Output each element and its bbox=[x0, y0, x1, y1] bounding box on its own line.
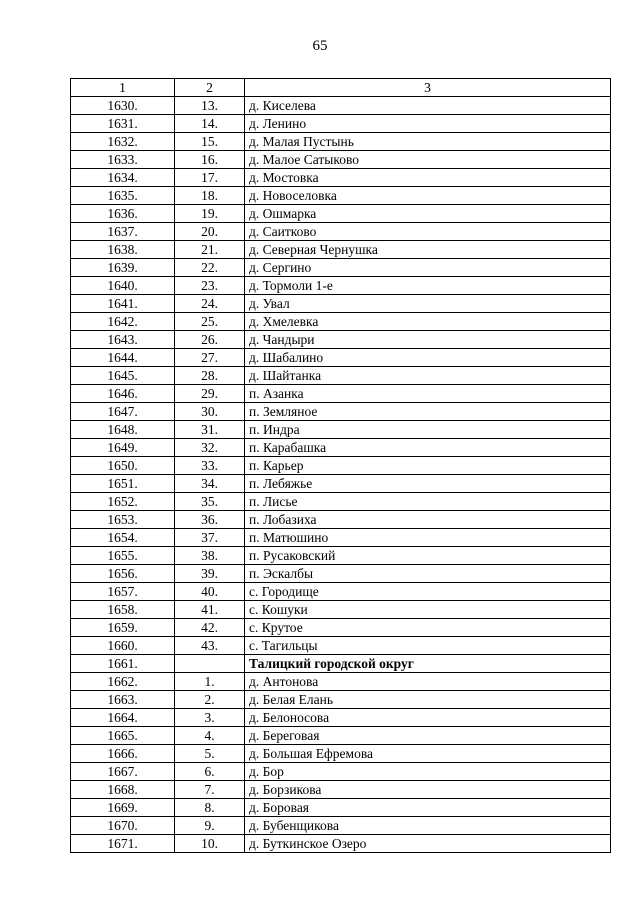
row-number: 1641. bbox=[71, 295, 175, 313]
table-row bbox=[71, 601, 611, 619]
row-number: 1654. bbox=[71, 529, 175, 547]
sub-number: 17. bbox=[175, 169, 245, 187]
table-row bbox=[71, 511, 611, 529]
table-row bbox=[71, 97, 611, 115]
settlement-name: с. Кошуки bbox=[245, 601, 611, 619]
settlement-name: п. Лисье bbox=[245, 493, 611, 511]
row-number: 1636. bbox=[71, 205, 175, 223]
table-row bbox=[71, 457, 611, 475]
row-number: 1655. bbox=[71, 547, 175, 565]
sub-number: 42. bbox=[175, 619, 245, 637]
row-number: 1669. bbox=[71, 799, 175, 817]
settlement-name: д. Ленино bbox=[245, 115, 611, 133]
sub-number: 38. bbox=[175, 547, 245, 565]
row-number: 1670. bbox=[71, 817, 175, 835]
row-number: 1644. bbox=[71, 349, 175, 367]
table-row bbox=[71, 151, 611, 169]
sub-number: 16. bbox=[175, 151, 245, 169]
row-number: 1648. bbox=[71, 421, 175, 439]
row-number: 1658. bbox=[71, 601, 175, 619]
table-row bbox=[71, 115, 611, 133]
table-row bbox=[71, 709, 611, 727]
sub-number: 2. bbox=[175, 691, 245, 709]
sub-number: 40. bbox=[175, 583, 245, 601]
table-row bbox=[71, 403, 611, 421]
sub-number: 27. bbox=[175, 349, 245, 367]
settlement-name: д. Малая Пустынь bbox=[245, 133, 611, 151]
header-row bbox=[71, 79, 611, 97]
sub-number: 15. bbox=[175, 133, 245, 151]
sub-number: 26. bbox=[175, 331, 245, 349]
settlement-name: д. Борзикова bbox=[245, 781, 611, 799]
row-number: 1662. bbox=[71, 673, 175, 691]
row-number: 1633. bbox=[71, 151, 175, 169]
row-number: 1630. bbox=[71, 97, 175, 115]
settlement-name: п. Индра bbox=[245, 421, 611, 439]
table-row bbox=[71, 781, 611, 799]
row-number: 1638. bbox=[71, 241, 175, 259]
row-number: 1671. bbox=[71, 835, 175, 853]
table-row bbox=[71, 259, 611, 277]
settlement-name: п. Карьер bbox=[245, 457, 611, 475]
page-number: 65 bbox=[312, 38, 328, 54]
settlement-name: с. Крутое bbox=[245, 619, 611, 637]
table-row bbox=[71, 475, 611, 493]
settlement-name: д. Чандыри bbox=[245, 331, 611, 349]
sub-number: 21. bbox=[175, 241, 245, 259]
settlement-name: д. Хмелевка bbox=[245, 313, 611, 331]
row-number: 1660. bbox=[71, 637, 175, 655]
settlement-name: д. Буткинское Озеро bbox=[245, 835, 611, 853]
table-row bbox=[71, 745, 611, 763]
sub-number: 14. bbox=[175, 115, 245, 133]
sub-number: 32. bbox=[175, 439, 245, 457]
row-number: 1667. bbox=[71, 763, 175, 781]
table-body bbox=[71, 97, 611, 853]
table-row bbox=[71, 835, 611, 853]
table-row bbox=[71, 619, 611, 637]
settlement-name: д. Антонова bbox=[245, 673, 611, 691]
row-number: 1657. bbox=[71, 583, 175, 601]
sub-number: 41. bbox=[175, 601, 245, 619]
sub-number: 10. bbox=[175, 835, 245, 853]
sub-number: 35. bbox=[175, 493, 245, 511]
row-number: 1635. bbox=[71, 187, 175, 205]
row-number: 1656. bbox=[71, 565, 175, 583]
table-row bbox=[71, 727, 611, 745]
row-number: 1634. bbox=[71, 169, 175, 187]
row-number: 1631. bbox=[71, 115, 175, 133]
table-row bbox=[71, 565, 611, 583]
sub-number: 18. bbox=[175, 187, 245, 205]
table-row bbox=[71, 421, 611, 439]
settlement-name: д. Ошмарка bbox=[245, 205, 611, 223]
sub-number: 20. bbox=[175, 223, 245, 241]
row-number: 1668. bbox=[71, 781, 175, 799]
table-row bbox=[71, 493, 611, 511]
settlement-name: д. Новоселовка bbox=[245, 187, 611, 205]
row-number: 1645. bbox=[71, 367, 175, 385]
row-number: 1639. bbox=[71, 259, 175, 277]
settlement-name: п. Русаковский bbox=[245, 547, 611, 565]
row-number: 1637. bbox=[71, 223, 175, 241]
settlement-name: п. Земляное bbox=[245, 403, 611, 421]
table-row bbox=[71, 547, 611, 565]
settlement-name: д. Шайтанка bbox=[245, 367, 611, 385]
row-number: 1652. bbox=[71, 493, 175, 511]
table-row bbox=[71, 673, 611, 691]
settlement-name: п. Азанка bbox=[245, 385, 611, 403]
sub-number: 30. bbox=[175, 403, 245, 421]
row-number: 1659. bbox=[71, 619, 175, 637]
settlement-name: д. Шабалино bbox=[245, 349, 611, 367]
sub-number: 8. bbox=[175, 799, 245, 817]
settlement-name: д. Белая Елань bbox=[245, 691, 611, 709]
sub-number: 31. bbox=[175, 421, 245, 439]
settlement-name: д. Бор bbox=[245, 763, 611, 781]
row-number: 1643. bbox=[71, 331, 175, 349]
table-row bbox=[71, 205, 611, 223]
table-row bbox=[71, 637, 611, 655]
table-row bbox=[71, 169, 611, 187]
row-number: 1642. bbox=[71, 313, 175, 331]
sub-number: 39. bbox=[175, 565, 245, 583]
table-row bbox=[71, 349, 611, 367]
row-number: 1653. bbox=[71, 511, 175, 529]
settlement-name: д. Сергино bbox=[245, 259, 611, 277]
sub-number: 6. bbox=[175, 763, 245, 781]
table-row bbox=[71, 367, 611, 385]
row-number: 1650. bbox=[71, 457, 175, 475]
sub-number: 4. bbox=[175, 727, 245, 745]
settlements-table bbox=[70, 78, 611, 853]
table-row bbox=[71, 817, 611, 835]
sub-number: 23. bbox=[175, 277, 245, 295]
sub-number: 9. bbox=[175, 817, 245, 835]
sub-number: 28. bbox=[175, 367, 245, 385]
row-number: 1665. bbox=[71, 727, 175, 745]
table-row bbox=[71, 313, 611, 331]
row-number: 1663. bbox=[71, 691, 175, 709]
table-row bbox=[71, 277, 611, 295]
sub-number: 3. bbox=[175, 709, 245, 727]
settlement-name: п. Лебяжье bbox=[245, 475, 611, 493]
table-row bbox=[71, 133, 611, 151]
column-header-1: 1 bbox=[71, 79, 175, 97]
column-header-3: 3 bbox=[245, 79, 611, 97]
table-row bbox=[71, 799, 611, 817]
settlement-name: п. Эскалбы bbox=[245, 565, 611, 583]
settlement-name: д. Увал bbox=[245, 295, 611, 313]
sub-number: 33. bbox=[175, 457, 245, 475]
table-row bbox=[71, 187, 611, 205]
settlement-name: с. Тагильцы bbox=[245, 637, 611, 655]
table-row bbox=[71, 583, 611, 601]
row-number: 1640. bbox=[71, 277, 175, 295]
sub-number: 1. bbox=[175, 673, 245, 691]
row-number: 1664. bbox=[71, 709, 175, 727]
settlement-name: д. Тормоли 1-е bbox=[245, 277, 611, 295]
settlement-name: д. Саитково bbox=[245, 223, 611, 241]
settlement-name: д. Большая Ефремова bbox=[245, 745, 611, 763]
row-number: 1646. bbox=[71, 385, 175, 403]
settlement-name: п. Карабашка bbox=[245, 439, 611, 457]
sub-number: 5. bbox=[175, 745, 245, 763]
table-row bbox=[71, 529, 611, 547]
settlement-name: д. Северная Чернушка bbox=[245, 241, 611, 259]
settlement-name: д. Белоносова bbox=[245, 709, 611, 727]
table-row bbox=[71, 655, 611, 673]
settlement-name: д. Бубенщикова bbox=[245, 817, 611, 835]
sub-number: 36. bbox=[175, 511, 245, 529]
table-row bbox=[71, 331, 611, 349]
sub-number: 19. bbox=[175, 205, 245, 223]
sub-number: 34. bbox=[175, 475, 245, 493]
column-header-2: 2 bbox=[175, 79, 245, 97]
row-number: 1647. bbox=[71, 403, 175, 421]
sub-number: 24. bbox=[175, 295, 245, 313]
row-number: 1649. bbox=[71, 439, 175, 457]
sub-number: 43. bbox=[175, 637, 245, 655]
table-row bbox=[71, 691, 611, 709]
row-number: 1651. bbox=[71, 475, 175, 493]
sub-number: 25. bbox=[175, 313, 245, 331]
row-number: 1632. bbox=[71, 133, 175, 151]
settlement-name: с. Городище bbox=[245, 583, 611, 601]
settlement-name: д. Береговая bbox=[245, 727, 611, 745]
table-row bbox=[71, 241, 611, 259]
table-row bbox=[71, 763, 611, 781]
settlement-name: д. Мостовка bbox=[245, 169, 611, 187]
table-row bbox=[71, 295, 611, 313]
settlement-name: п. Матюшино bbox=[245, 529, 611, 547]
sub-number: 13. bbox=[175, 97, 245, 115]
settlement-name: д. Малое Сатыково bbox=[245, 151, 611, 169]
settlement-name: п. Лобазиха bbox=[245, 511, 611, 529]
district-heading: Талицкий городской округ bbox=[245, 655, 611, 673]
table-header bbox=[71, 79, 611, 97]
table-row bbox=[71, 223, 611, 241]
row-number: 1666. bbox=[71, 745, 175, 763]
sub-number: 29. bbox=[175, 385, 245, 403]
settlement-name: д. Боровая bbox=[245, 799, 611, 817]
table-row bbox=[71, 439, 611, 457]
sub-number: 7. bbox=[175, 781, 245, 799]
sub-number: 22. bbox=[175, 259, 245, 277]
sub-number: 37. bbox=[175, 529, 245, 547]
settlement-name: д. Киселева bbox=[245, 97, 611, 115]
sub-number bbox=[175, 655, 245, 673]
row-number: 1661. bbox=[71, 655, 175, 673]
table-row bbox=[71, 385, 611, 403]
